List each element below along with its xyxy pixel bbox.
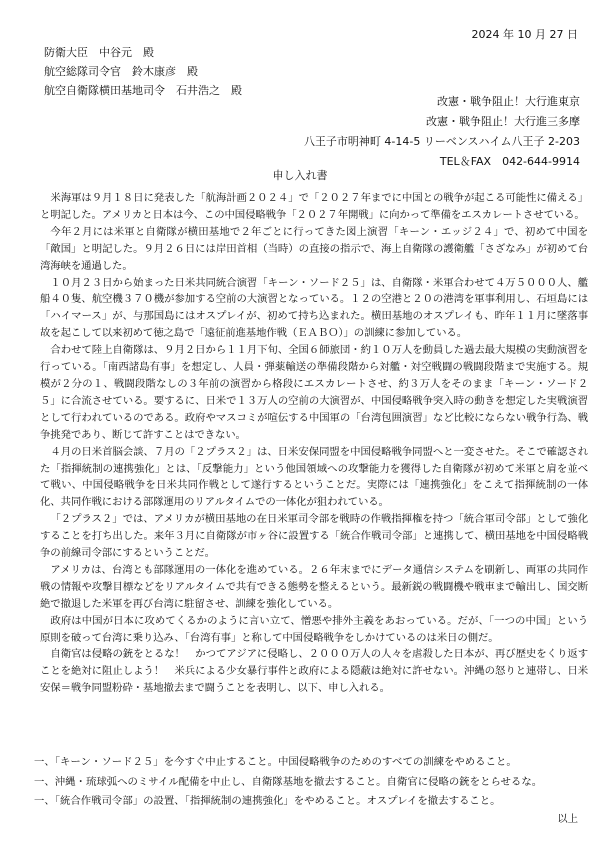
body-paragraph: 合わせて陸上自衛隊は、９月２日から１１月下旬、全国６師旅団・約１０万人を動員した過去最大規模の実動演習を行っている。「南西諸島有事」を想定し、人員・弾薬輸送の準備段階から対艦・対空戦闘の戦闘段階まで実施する。規模が２分の１、戦闘段階なしの３年前の演習から格段にエスカレートさせ、約３万人をそのまま「キーン・ソード２５」に合流させている。要するに、日米で１３万人の空前の大演習が、中国侵略戦争突入時の動きを想定した実戦演習として行われているのである。政府やマスコミが喧伝する中国軍の「台湾包囲演習」など比較にならない戦争行為、戦争挑発であり、断じて許すことはできない。 xyxy=(40,344,588,441)
body-paragraph: 自衛官は侵略の銃をとるな！ かつてアジアに侵略し、２０００万人の人々を虐殺した日本が、再び歴史をくり返すことを絶対に阻止しよう！ 米兵による少女暴行事件と政府による隠蔽は絶対に許せない。沖縄の怒りと連帯し、日米安保＝戦争同盟粉砕・基地撤去まで闘うことを表明し、以下、申し入れる。 xyxy=(40,648,588,695)
sender-line: 改憲・戦争阻止！大行進東京 xyxy=(437,95,580,108)
addressee-line: 航空自衛隊横田基地司令 石井浩之 殿 xyxy=(44,84,242,97)
body-paragraph: 米海軍は９月１８日に発表した「航海計画２０２４」で「２０２７年までに中国との戦争が起こる可能性に備える」と明記した。アメリカと日本は今、この中国侵略戦争「２０２７年開戦」に向かって準備をエスカレートさせている。 xyxy=(40,192,588,221)
sender-contact: TEL＆FAX 042-644-9914 xyxy=(439,155,580,168)
sender-block xyxy=(304,92,580,172)
demand-item: 一、「キーン・ソード２５」を今すぐ中止すること。中国侵略戦争のためのすべての訓練をやめること。 xyxy=(34,756,517,768)
body-paragraph: ４月の日米首脳会談、７月の「２プラス２」は、日米安保同盟を中国侵略戦争同盟へと一変させた。そこで確認された「指揮統制の連携強化」とは、「反撃能力」という他国領域への攻撃能力を獲得した自衛隊が初めて米軍と肩を並べて戦い、中国侵略戦争を日米共同作戦として遂行するということだ。実際には「連携強化」をこえて指揮統制の一体化、共同作戦における部隊運用のリアルタイムでの一体化が狙われている。 xyxy=(40,445,588,509)
body-paragraph: 今年２月には米軍と自衛隊が横田基地で２年ごとに行ってきた図上演習「キーン・エッジ２４」で、初めて中国を「敵国」と明記した。９月２６日には岸田首相（当時）の直接の指示で、海上自衛隊の護衛艦「さざなみ」が初めて台湾海峡を通過した。 xyxy=(40,225,588,272)
addressee-line: 防衛大臣 中谷元 殿 xyxy=(44,46,154,59)
addressee-block xyxy=(44,43,242,100)
closing-mark: 以上 xyxy=(557,813,578,825)
addressee-line: 航空総隊司令官 鈴木康彦 殿 xyxy=(44,65,198,78)
body-paragraph: 「２プラス２」では、アメリカが横田基地の在日米軍司令部を戦時の作戦指揮権を持つ「統合軍司令部」として強化することを打ち出した。来年３月に自衛隊が市ヶ谷に設置する「統合作戦司令部」と連携して、横田基地を中国侵略戦争の前線司令部にするということだ。 xyxy=(40,513,588,560)
body-paragraph: １０月２３日から始まった日米共同統合演習「キーン・ソード２５」は、自衛隊・米軍合わせて４万５０００人、艦船４０隻、航空機３７０機が参加する空前の大演習となっている。１２の空港と２０の港湾を軍事利用し、石垣島には「ハイマース」が、与那国島にはオスプレイが、初めて持ち込まれた。横田基地のオスプレイも、昨年１１月に墜落事故を起こして以来初めて徳之島で「遠征前進基地作戦（ＥＡＢＯ）」の訓練に参加している。 xyxy=(40,276,588,340)
body-paragraph: 政府は中国が日本に攻めてくるかのように言い立て、憎悪や排外主義をあおっている。だが、「一つの中国」という原則を破って台湾に乗り込み、「台湾有事」と称して中国侵略戦争をしかけているのは米日の側だ。 xyxy=(40,614,588,644)
letter-body xyxy=(40,190,588,697)
body-paragraph: アメリカは、台湾とも部隊運用の一体化を進めている。２６年末までにデータ通信システムを刷新し、両軍の共同作戦の情報や攻撃目標などをリアルタイムで共有できる態勢を整えるという。最新鋭の戦闘機や戦車まで輸出し、国交断絶で撤退した米軍を再び台湾に駐留させ、訓練を強化している。 xyxy=(40,563,588,610)
sender-address: 八王子市明神町 4-14-5 リーベンスハイム八王子 2-203 xyxy=(303,135,580,148)
document-title: 申し入れ書 xyxy=(272,169,328,182)
demand-item: 一、「統合作戦司令部」の設置、「指揮統制の連携強化」をやめること。オスプレイを撤去すること。 xyxy=(34,795,501,807)
demands-list xyxy=(34,753,590,812)
demand-item: 一、沖縄・琉球弧へのミサイル配備を中止し、自衛隊基地を撤去すること。自衛官に侵略の銃をとらせるな。 xyxy=(34,775,543,788)
letter-date: 2024 年 10 月 27 日 xyxy=(471,28,578,41)
sender-line: 改憲・戦争阻止！大行進三多摩 xyxy=(426,115,580,128)
